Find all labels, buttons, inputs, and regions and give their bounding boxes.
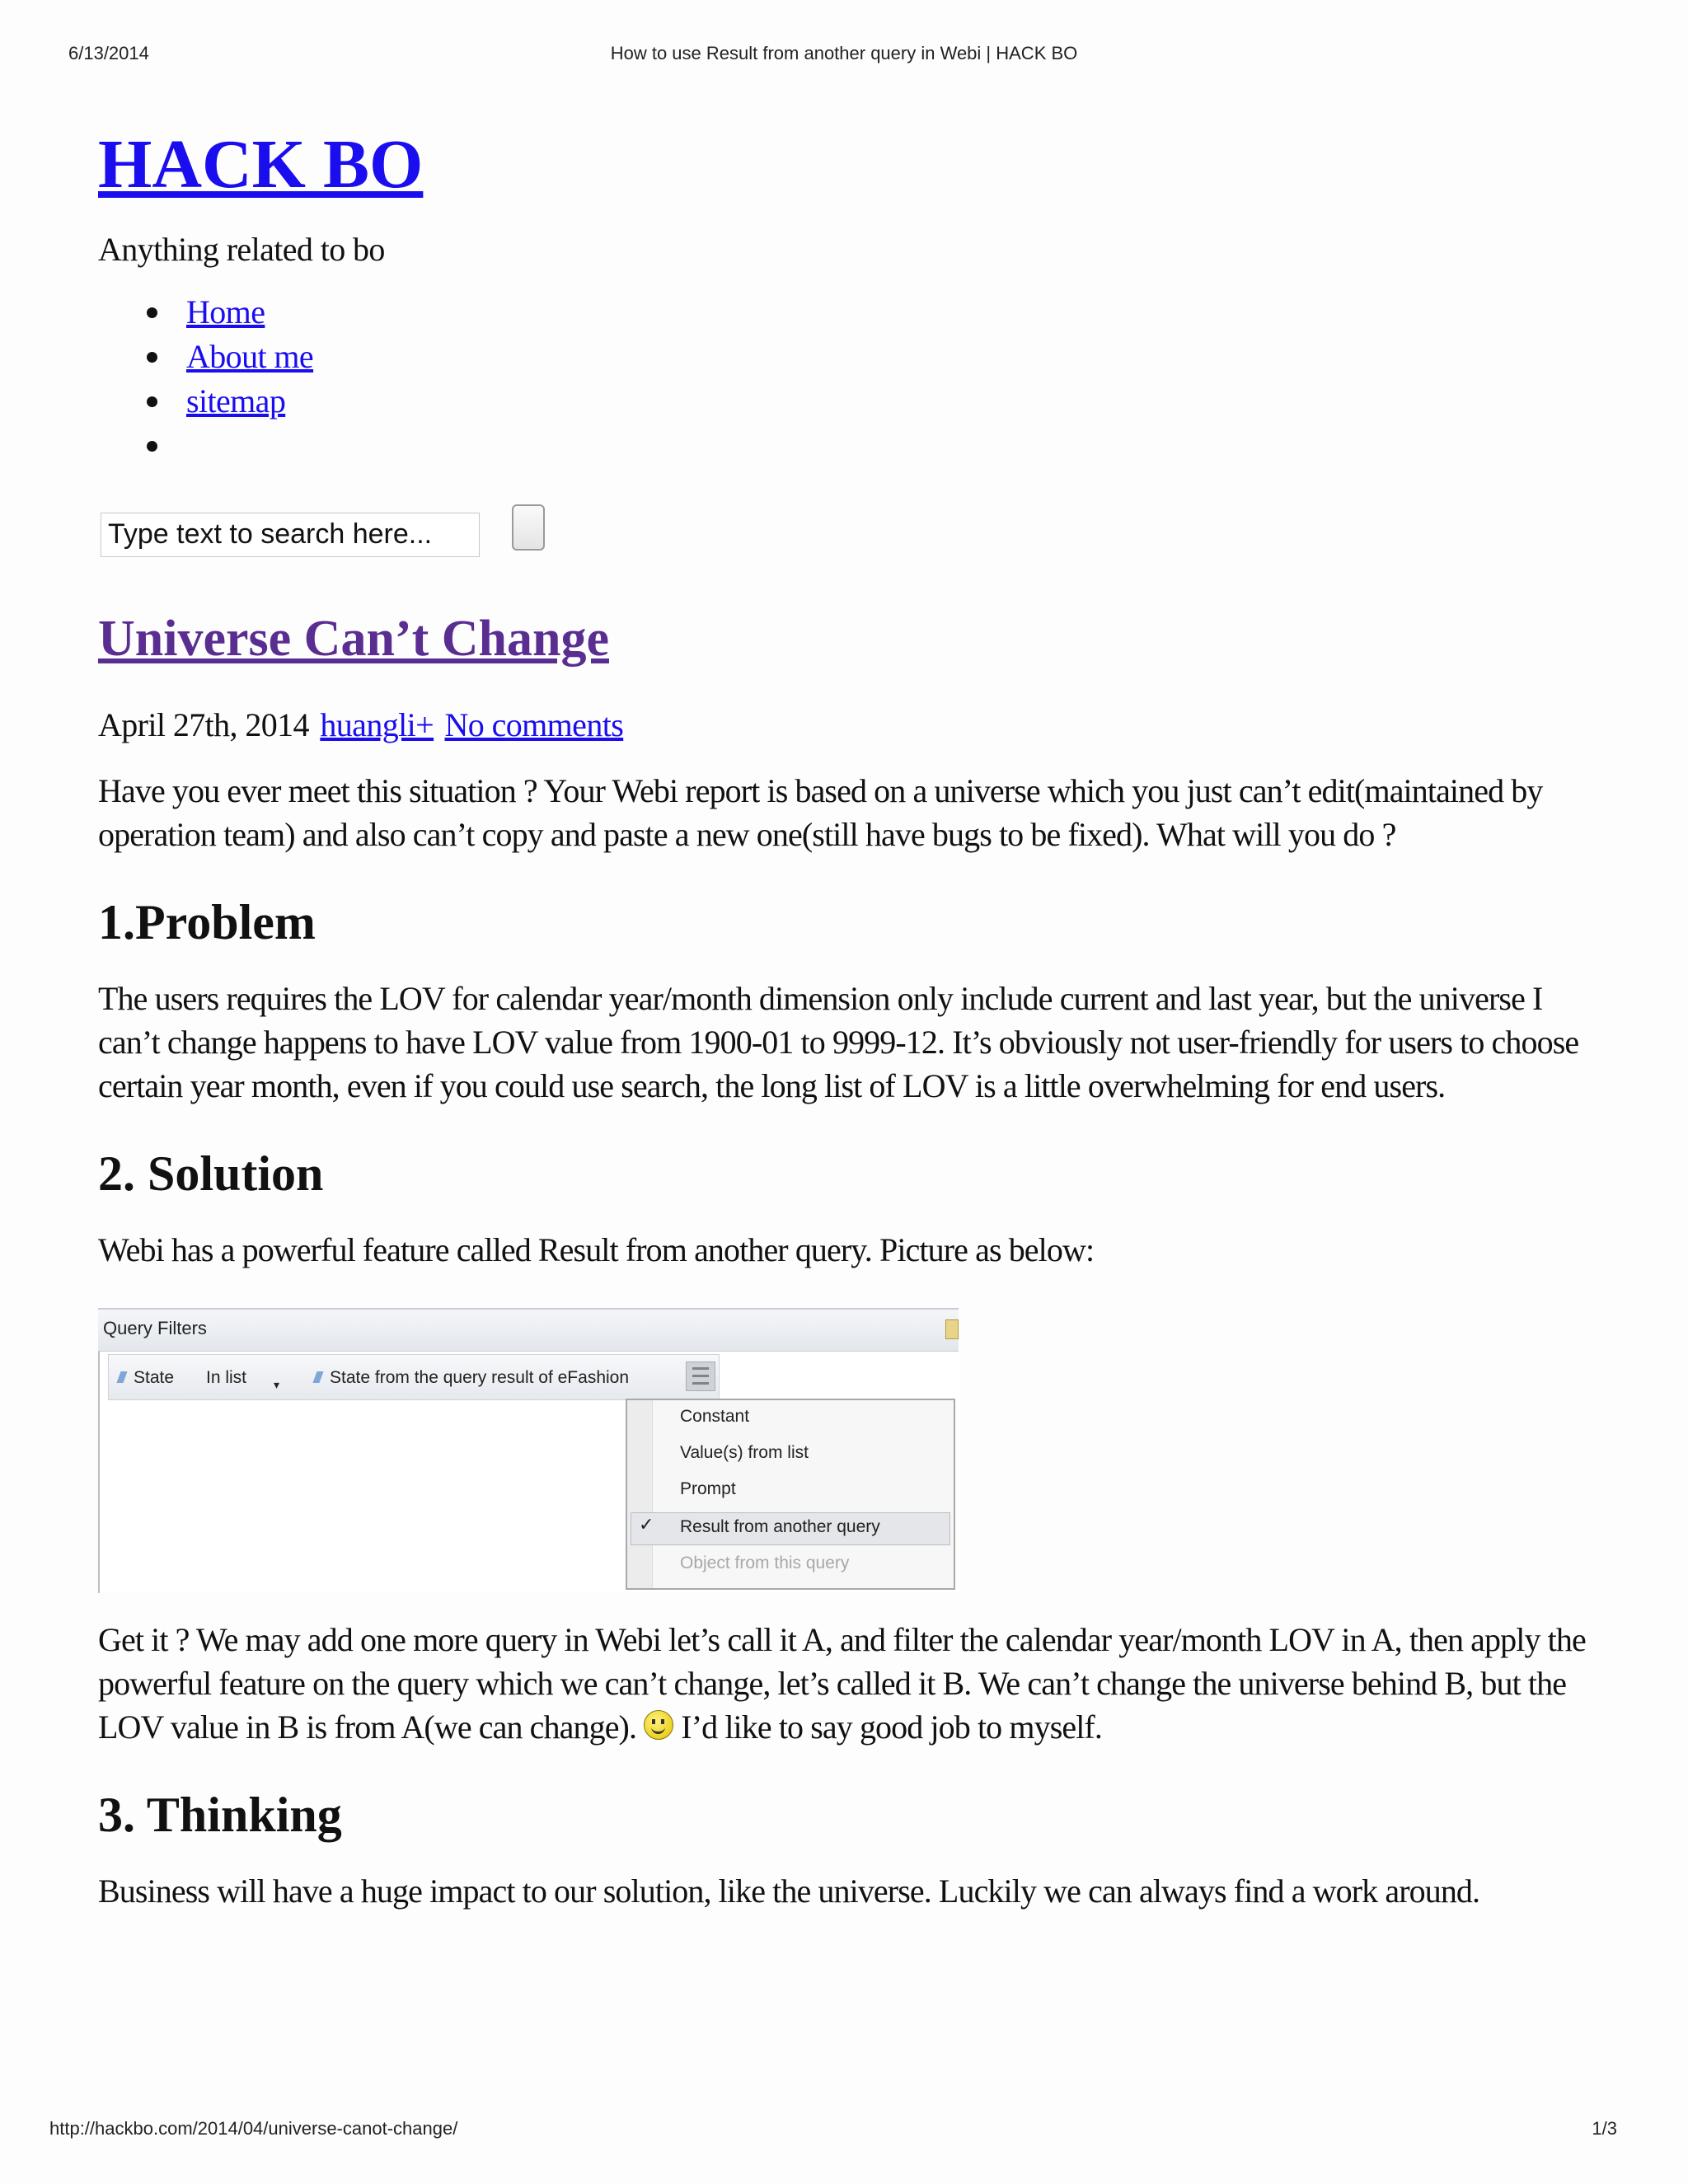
print-url: http://hackbo.com/2014/04/universe-canot-change/ [49,2118,458,2139]
getit-paragraph [98,1618,1606,1749]
filter-object [119,1368,174,1388]
bullet-icon [147,307,157,318]
search-input[interactable] [101,513,480,557]
getit-text: Get it ? We may add one more query in Webi let’s call it A, and filter the calendar year/month LOV in A, then apply the powerful feature on the query which we can’t change, let’s called it B. We can’t change the universe behind B, but the LOV value in B is from A(we can change). [98,1621,1586,1746]
query-filters-title: Query Filters [103,1318,207,1339]
getit-text-end: I’d like to say good job to myself. [681,1708,1102,1746]
dimension-icon [312,1371,323,1383]
chevron-down-icon: ▾ [274,1378,280,1392]
filter-object-label: State [134,1368,175,1388]
post-title-link[interactable]: Universe Can’t Change [98,610,609,667]
main-nav [98,290,1606,468]
menu-item-object-from-this-query: Object from this query [680,1554,850,1573]
thinking-paragraph: Business will have a huge impact to our solution, like the universe. Luckily we can always find a work around. [98,1872,1480,1910]
page-content [98,124,1606,1913]
menu-item-constant: Constant [680,1407,750,1427]
post-date: April 27th, 2014 [98,706,309,744]
site-tagline: Anything related to bo [98,230,385,268]
operand-menu-icon [686,1361,715,1391]
bullet-icon [147,396,157,407]
post-author-link[interactable]: huangli+ [320,706,434,744]
smiley-icon [644,1710,673,1740]
site-title-link[interactable]: HACK BO [98,126,424,203]
heading-thinking: 3. Thinking [98,1788,342,1843]
post-comments-link[interactable]: No comments [444,706,624,744]
menu-item-values-from-list: Value(s) from list [680,1443,809,1463]
menu-item-prompt: Prompt [680,1479,736,1499]
operand-type-menu [626,1399,955,1590]
bullet-icon [147,441,157,452]
post-meta [98,705,1606,744]
search-button[interactable] [512,504,545,551]
heading-problem: 1.Problem [98,895,316,950]
query-filter-row [108,1354,720,1400]
print-page-title: How to use Result from another query in Webi | HACK BO [610,43,1078,63]
heading-solution: 2. Solution [98,1146,324,1202]
post-title [98,608,1606,669]
filter-operand-label: State from the query result of eFashion [330,1368,630,1388]
query-filters-screenshot [98,1308,959,1593]
filter-operand [315,1368,629,1388]
site-title [98,124,1606,207]
check-icon: ✓ [639,1514,654,1535]
print-page-number: 1/3 [1592,2118,1617,2139]
menu-item-result-from-another-query: Result from another query [680,1517,880,1537]
bullet-icon [147,352,157,363]
menu-gutter [627,1400,653,1588]
query-filters-titlebar [98,1308,959,1352]
search-form [98,504,1606,562]
pin-icon [945,1319,959,1339]
problem-paragraph: The users requires the LOV for calendar year/month dimension only include current and last year, but the universe I can’t change happens to have LOV value from 1900-01 to 9999-12. It’s obviously not user-friendly for users to choose certain year month, even if you could use search, the long list of LOV is a little overwhelming for end users. [98,980,1579,1105]
filter-operator: In list [206,1368,247,1388]
print-date: 6/13/2014 [68,43,149,63]
nav-item-sitemap [186,379,1606,424]
nav-item-about [186,335,1606,379]
dimension-icon [116,1371,127,1383]
solution-paragraph: Webi has a powerful feature called Result from another query. Picture as below: [98,1231,1095,1269]
nav-item-home [186,290,1606,335]
nav-item-empty [186,424,1606,468]
nav-link-about[interactable]: About me [186,337,314,375]
post-intro: Have you ever meet this situation ? Your Webi report is based on a universe which you just can’t edit(maintained by operation team) and also can’t copy and paste a new one(still have bugs to be fixed). What will you do ? [98,772,1543,854]
nav-link-sitemap[interactable]: sitemap [186,382,286,419]
nav-link-home[interactable]: Home [186,293,265,330]
